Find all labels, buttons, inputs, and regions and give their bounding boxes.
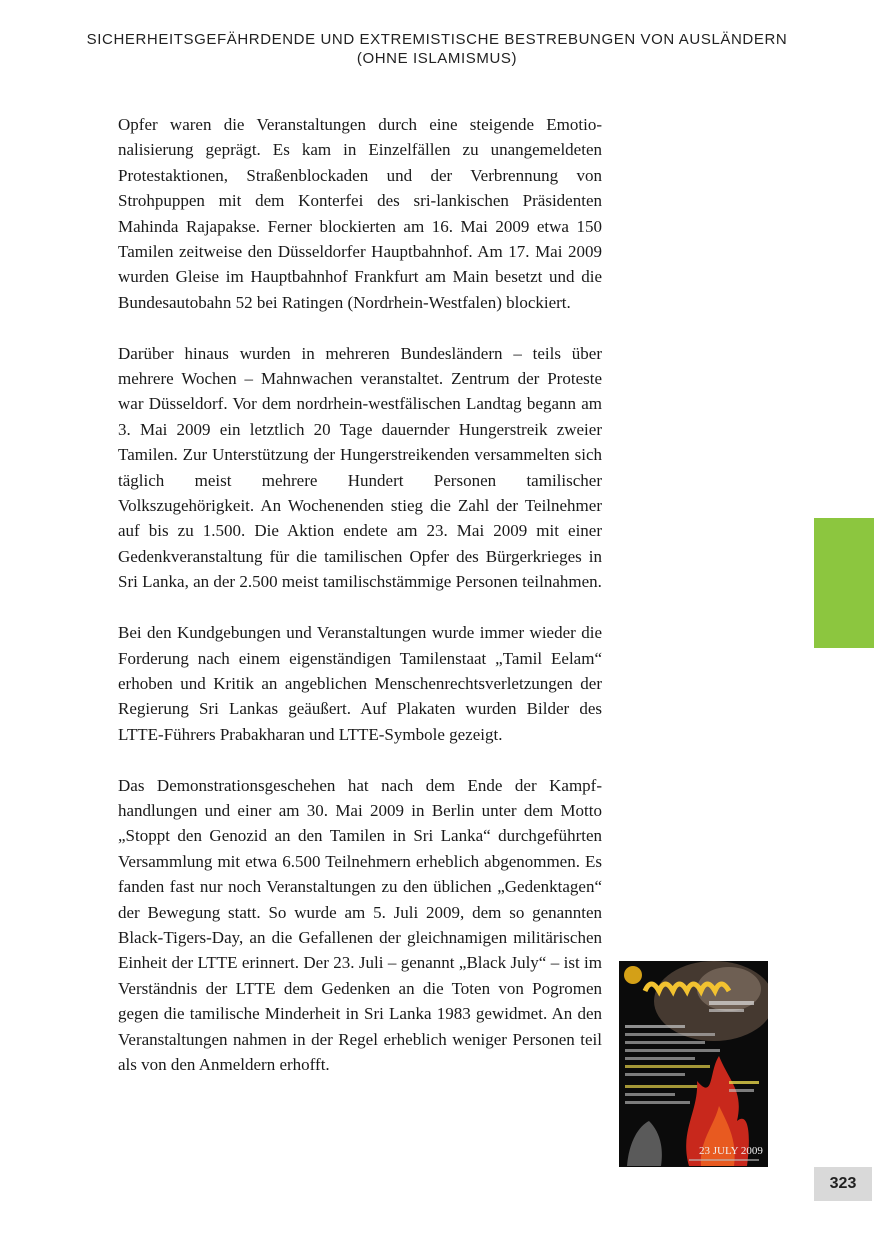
chapter-tab [814,518,874,648]
poster-date: 23 JULY 2009 [699,1145,763,1157]
running-header [0,30,874,68]
emblem-icon [624,966,642,984]
paragraph-1: Opfer waren die Veranstaltungen durch eine steigende Emotionalisierung geprägt. Es kam in Einzelfällen zu unangemeldeten Protestaktionen, Straßenblockaden und der Verbrennung von Strohpuppen mit dem Konterfei des sri-lankischen Präsidenten Mahinda Rajapakse. Ferner blockierten am 16. Mai 2009 etwa 150 Tamilen zeitweise den Düsseldorfer Hauptbahnhof. Am 17. Mai 2009 wurden Gleise im Hauptbahnhof Frankfurt am Main besetzt und die Bundesautobahn 52 bei Ratingen (Nordrhein-Westfalen) blockiert. [118,115,602,312]
black-july-poster-image [619,961,768,1167]
running-header-line-1: SICHERHEITSGEFÄHRDENDE UND EXTREMISTISCHE BESTREBUNGEN VON AUSLÄNDERN [86,31,788,48]
paragraph-2: Darüber hinaus wurden in mehreren Bundesländern – teils über mehrere Wochen – Mahnwachen veranstaltet. Zentrum der Proteste war Düsseldorf. Vor dem nordrhein-westfälischen Landtag begann am 3. Mai 2009 ein letztlich 20 Tage dauernder Hungerstreik zweier Tamilen. Zur Unterstützung der Hungerstreikenden versammelten sich täglich meist mehrere Hundert Personen tamilischer Volkszugehörigkeit. An Wochenenden stieg die Zahl der Teilnehmer auf bis zu 1.500. Die Aktion endete am 23. Mai 2009 mit einer Gedenkveranstaltung für die tamilischen Opfer des Bürgerkrieges in Sri Lanka, an der 2.500 meist tamilischstämmige Personen teilnahmen. [118,343,602,592]
poster-artwork [619,961,768,1167]
page-number: 323 [814,1167,872,1201]
body-text [118,112,602,1103]
running-header-line-2: (OHNE ISLAMISMUS) [356,50,518,67]
paragraph-3: Bei den Kundgebungen und Veranstaltungen wurde immer wieder die Forderung nach einem eigenständigen Tamilenstaat „Tamil Eelam“ erhoben und Kritik an angeblichen Menschenrechtsverletzungen der Regierung Sri Lankas geäußert. Auf Plakaten wurden Bilder des LTTE-Führers Prabakharan und LTTE-Symbole gezeigt. [118,623,602,744]
paragraph-4: Das Demonstrationsgeschehen hat nach dem Ende der Kampfhandlungen und einer am 30. Mai 2009 in Berlin unter dem Motto „Stoppt den Genozid an den Tamilen in Sri Lanka“ durchgeführten Versammlung mit etwa 6.500 Teilnehmern erheblich abgenommen. Es fanden fast nur noch Veranstaltungen zu den üblichen „Gedenktagen“ der Bewegung statt. So wurde am 5. Juli 2009, dem so genannten Black-Tigers-Day, an die Gefallenen der gleichnamigen militärischen Einheit der LTTE erinnert. Der 23. Juli – genannt „Black July“ – ist im Verständnis der LTTE dem Gedenken an die Toten von Pogromen gegen die tamilische Minderheit in Sri Lanka 1983 gewidmet. An den Veranstaltungen nahmen in der Regel erheblich weniger Personen teil als von den Anmeldern erhofft. [118,775,602,1074]
